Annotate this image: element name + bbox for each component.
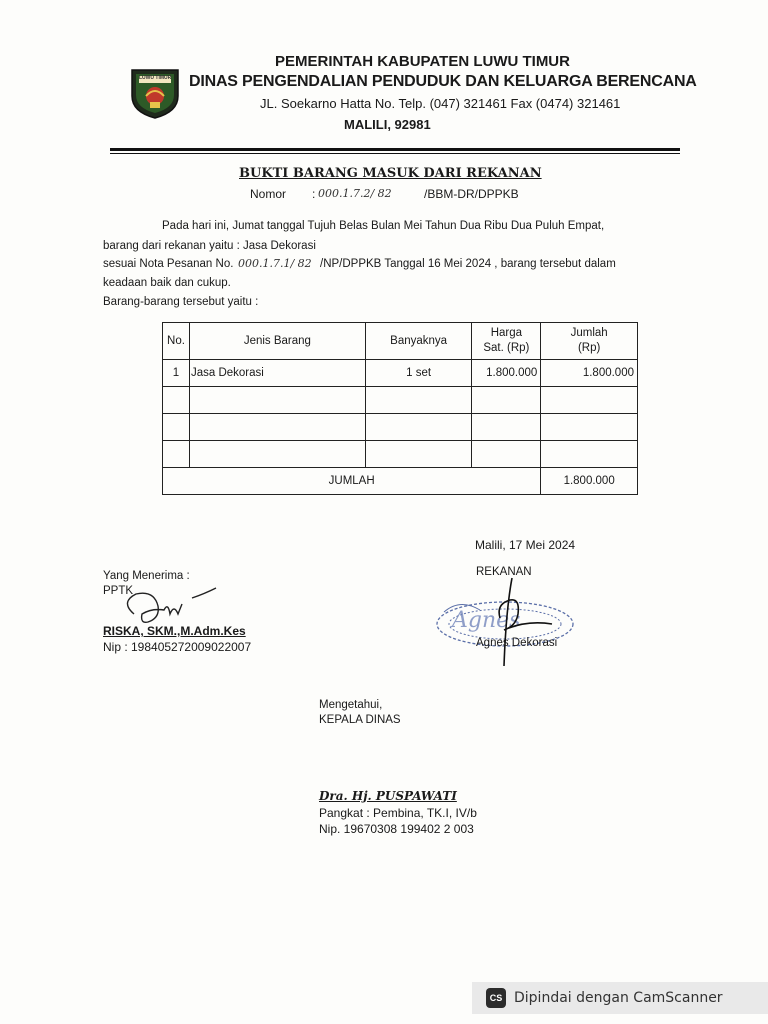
nomor-label: Nomor bbox=[250, 187, 287, 201]
vendor-signature bbox=[470, 570, 560, 670]
paragraph-line-1: Pada hari ini, Jumat tanggal Tujuh Belas Bulan Mei Tahun Dua Ribu Dua Puluh Empat, bbox=[162, 220, 605, 232]
header-rule-thick bbox=[110, 148, 680, 151]
cell-harga: 1.800.000 bbox=[472, 360, 541, 387]
header-government: PEMERINTAH KABUPATEN LUWU TIMUR bbox=[275, 53, 570, 70]
cell-jumlah: 1.800.000 bbox=[541, 360, 638, 387]
header-address: JL. Soekarno Hatta No. Telp. (047) 321461 Fax (0474) 321461 bbox=[260, 96, 621, 111]
cell-no: 1 bbox=[163, 360, 190, 387]
total-value: 1.800.000 bbox=[541, 468, 638, 495]
col-header-harga-line1: Harga bbox=[490, 327, 523, 339]
nomor-separator: : bbox=[312, 187, 316, 201]
receiver-name: RISKA, SKM.,M.Adm.Kes bbox=[103, 624, 246, 638]
paragraph-line-3b: /NP/DPPKB Tanggal 16 Mei 2024 , barang tersebut dalam bbox=[320, 258, 616, 270]
place-date: Malili, 17 Mei 2024 bbox=[475, 538, 576, 552]
table-total-row bbox=[163, 468, 638, 495]
nomor-handwritten: 000.1.7.2/ 82 bbox=[318, 187, 392, 200]
paragraph-line-3a: sesuai Nota Pesanan No. bbox=[103, 258, 234, 270]
vendor-name: Agnes Dekorasi bbox=[476, 637, 558, 649]
receiver-nip: Nip : 198405272009022007 bbox=[103, 640, 252, 654]
receiver-label: Yang Menerima : bbox=[103, 570, 190, 582]
col-header-banyaknya: Banyaknya bbox=[365, 323, 472, 360]
table-row-empty bbox=[163, 414, 638, 441]
table-row-empty bbox=[163, 387, 638, 414]
nomor-suffix: /BBM-DR/DPPKB bbox=[424, 187, 519, 201]
col-header-harga bbox=[472, 323, 541, 360]
paragraph-line-2: barang dari rekanan yaitu : Jasa Dekorasi bbox=[103, 240, 316, 252]
col-header-harga-line2: Sat. (Rp) bbox=[483, 342, 530, 354]
paragraph-line-5: Barang-barang tersebut yaitu : bbox=[103, 296, 259, 308]
table-header-row bbox=[163, 323, 638, 360]
paragraph-line-4: keadaan baik dan cukup. bbox=[103, 277, 231, 289]
approver-label-1: Mengetahui, bbox=[319, 699, 383, 711]
total-label: JUMLAH bbox=[163, 468, 541, 495]
approver-name: Dra. Hj. PUSPAWATI bbox=[319, 789, 457, 803]
nota-handwritten: 000.1.7.1/ 82 bbox=[238, 257, 312, 270]
items-table bbox=[162, 322, 638, 495]
table-row-empty bbox=[163, 441, 638, 468]
cell-banyaknya: 1 set bbox=[365, 360, 472, 387]
header-agency: DINAS PENGENDALIAN PENDUDUK DAN KELUARGA BERENCANA bbox=[189, 73, 697, 90]
col-header-jumlah-line1: Jumlah bbox=[570, 327, 608, 339]
cell-jenis: Jasa Dekorasi bbox=[189, 360, 365, 387]
table-row bbox=[163, 360, 638, 387]
approver-label-2: KEPALA DINAS bbox=[319, 714, 401, 726]
document-title: BUKTI BARANG MASUK DARI REKANAN bbox=[239, 166, 542, 181]
approver-nip: Nip. 19670308 199402 2 003 bbox=[319, 822, 474, 836]
vendor-label: REKANAN bbox=[476, 566, 532, 578]
header-rule-thin bbox=[110, 153, 680, 154]
col-header-jumlah bbox=[541, 323, 638, 360]
scanner-text: Dipindai dengan CamScanner bbox=[514, 990, 723, 1006]
col-header-jenis: Jenis Barang bbox=[189, 323, 365, 360]
col-header-jumlah-line2: (Rp) bbox=[577, 342, 601, 354]
approver-pangkat: Pangkat : Pembina, TK.I, IV/b bbox=[319, 806, 477, 820]
vendor-stamp-text: Agnes bbox=[452, 608, 521, 633]
col-header-no: No. bbox=[163, 323, 190, 360]
camscanner-icon: CS bbox=[486, 988, 506, 1008]
header-city: MALILI, 92981 bbox=[344, 117, 431, 132]
scanner-watermark bbox=[472, 982, 768, 1014]
logo-text: LUWU TIMUR bbox=[139, 75, 172, 81]
receiver-role: PPTK bbox=[103, 585, 134, 597]
